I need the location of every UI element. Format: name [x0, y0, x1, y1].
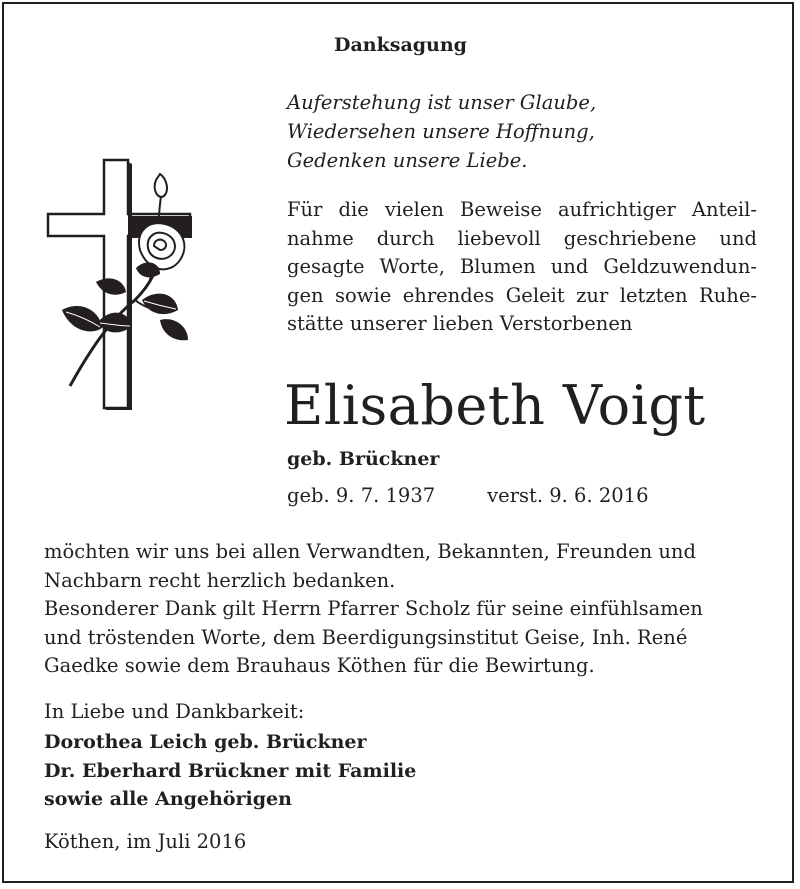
birth-date: geb. 9. 7. 1937 — [287, 484, 436, 507]
signer: sowie alle Angehörigen — [44, 788, 292, 810]
body-line: Gaedke sowie dem Brauhaus Köthen für die Bewirtung. — [44, 654, 595, 677]
verse-line: Wiedersehen unsere Hoffnung, — [287, 120, 595, 143]
maiden-name: geb. Brückner — [287, 448, 440, 470]
notice-heading: Danksagung — [334, 34, 467, 56]
body-line: Besonderer Dank gilt Herrn Pfarrer Scholz für seine einfühlsamen — [44, 597, 703, 620]
body-line: Nachbarn recht herzlich bedanken. — [44, 568, 396, 592]
place-and-date: Köthen, im Juli 2016 — [44, 830, 247, 853]
intro-line: gesagte Worte, Blumen und Geldzuwendun- — [287, 255, 757, 278]
intro-line: stätte unserer lieben Verstorbenen — [287, 312, 633, 335]
intro-line: nahme durch liebevoll geschriebene und — [287, 226, 757, 250]
intro-line: Für die vielen Beweise aufrichtiger Anteil- — [287, 198, 757, 221]
intro-line: gen sowie ehrendes Geleit zur letzten Ruhe- — [287, 283, 757, 307]
signer: Dr. Eberhard Brückner mit Familie — [44, 759, 417, 782]
death-date: verst. 9. 6. 2016 — [487, 484, 649, 507]
body-line: möchten wir uns bei allen Verwandten, Bekannten, Freunden und — [44, 540, 696, 563]
signature-intro: In Liebe und Dankbarkeit: — [44, 700, 305, 723]
intro-paragraph — [287, 196, 757, 339]
cross-with-rose-icon — [40, 150, 200, 420]
thanks-paragraph — [44, 538, 703, 681]
signers-list — [44, 728, 416, 814]
body-line: und tröstenden Worte, dem Beerdigungsinstitut Geise, Inh. René — [44, 625, 688, 649]
verse-line: Gedenken unsere Liebe. — [287, 149, 528, 172]
deceased-name: Elisabeth Voigt — [284, 374, 706, 437]
life-dates — [287, 484, 649, 507]
verse-line: Auferstehung ist unser Glaube, — [287, 91, 597, 114]
verse-block — [287, 88, 596, 175]
signer: Dorothea Leich geb. Brückner — [44, 731, 367, 753]
